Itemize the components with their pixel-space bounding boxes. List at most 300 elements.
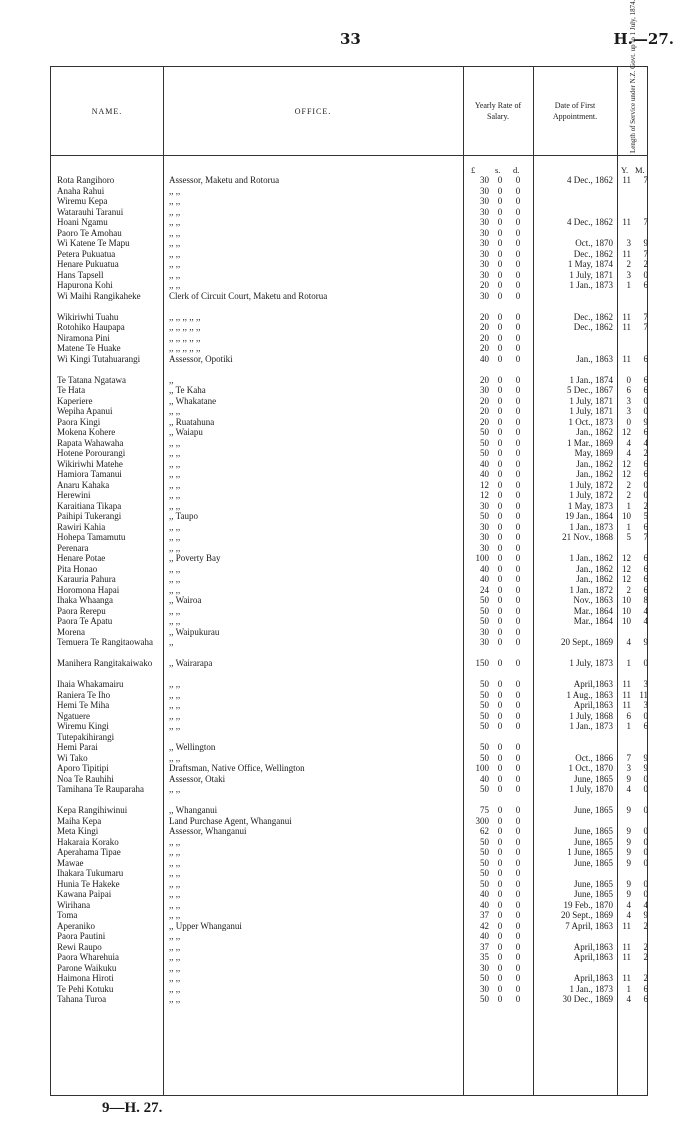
cell-pence: 0: [515, 868, 521, 878]
cell-office: ,, ,,: [169, 280, 181, 290]
cell-pounds: 40: [480, 469, 489, 479]
table-row: [51, 186, 649, 197]
cell-pounds: 30: [480, 290, 489, 301]
table-row: [51, 847, 649, 858]
cell-months: 6: [643, 427, 648, 437]
page-signature: 9—H. 27.: [102, 1100, 163, 1116]
cell-pounds: 50: [480, 511, 489, 521]
cell-office: ,, ,,: [169, 563, 181, 574]
cell-date: Jan., 1862: [576, 469, 613, 479]
cell-date: 1 May, 1874: [567, 259, 613, 269]
cell-office: ,, ,,: [169, 448, 181, 458]
cell-months: 3: [643, 679, 648, 689]
cell-name: Rawiri Kahia: [57, 521, 106, 532]
cell-years: 11: [622, 175, 631, 185]
cell-months: 0: [643, 805, 648, 815]
cell-shillings: 0: [497, 227, 503, 238]
cell-years: 11: [622, 952, 631, 962]
cell-shillings: 0: [497, 742, 503, 752]
cell-months: 6: [643, 353, 648, 364]
cell-pence: 0: [515, 700, 521, 710]
cell-pounds: 30: [480, 983, 489, 994]
cell-name: Karauria Pahura: [57, 574, 116, 584]
cell-pence: 0: [515, 742, 521, 752]
cell-date: 1 July, 1872: [569, 479, 613, 490]
table-row: [51, 784, 649, 805]
cell-years: 11: [622, 700, 631, 710]
cell-name: Mokena Kohere: [57, 427, 116, 437]
cell-pounds: 30: [480, 626, 489, 637]
cell-date: Jan., 1863: [576, 353, 613, 364]
table-row: [51, 501, 649, 512]
cell-shillings: 0: [497, 332, 503, 343]
cell-pounds: 12: [480, 490, 489, 500]
unit-pence: d.: [513, 165, 520, 175]
cell-pence: 0: [515, 553, 521, 563]
cell-pence: 0: [515, 458, 521, 469]
cell-pence: 0: [515, 322, 521, 332]
cell-name: Niramona Pini: [57, 332, 110, 343]
unit-pounds: £: [471, 165, 476, 175]
cell-months: 7: [643, 248, 648, 259]
cell-name: Raniera Te Iho: [57, 689, 111, 700]
cell-date: 1 July, 1873: [569, 658, 613, 668]
cell-name: Aperaniko: [57, 920, 95, 931]
cell-shillings: 0: [497, 899, 503, 910]
cell-years: 11: [622, 322, 631, 332]
cell-months: 8: [643, 595, 648, 605]
table-row: [51, 322, 649, 333]
table-row: [51, 469, 649, 480]
cell-shillings: 0: [497, 206, 503, 217]
cell-name: Aperahama Tipae: [57, 847, 121, 857]
cell-months: 6: [643, 574, 648, 584]
cell-date: Jan., 1862: [576, 458, 613, 469]
table-row: [51, 606, 649, 617]
cell-shillings: 0: [497, 889, 503, 899]
cell-date: 1 July, 1871: [569, 269, 613, 280]
column-header-rate: Yearly Rate of Salary.: [474, 101, 522, 121]
cell-office: ,, Upper Whanganui: [169, 920, 242, 931]
cell-name: Rapata Wahawaha: [57, 437, 124, 448]
cell-date: Oct., 1870: [575, 238, 613, 248]
cell-pounds: 40: [480, 931, 489, 941]
cell-name: Hamiora Tamanui: [57, 469, 122, 479]
cell-shillings: 0: [497, 952, 503, 962]
cell-shillings: 0: [497, 805, 503, 815]
cell-months: 0: [643, 889, 648, 899]
cell-office: ,, ,,: [169, 952, 181, 962]
cell-years: 4: [626, 448, 631, 458]
table-row: [51, 396, 649, 407]
cell-months: 0: [643, 395, 648, 406]
cell-office: ,, ,,: [169, 941, 181, 952]
cell-pence: 0: [515, 626, 521, 637]
cell-pounds: 40: [480, 353, 489, 364]
cell-years: 6: [626, 385, 631, 395]
cell-pounds: 30: [480, 385, 489, 395]
cell-months: 0: [643, 658, 648, 668]
cell-date: Dec., 1862: [573, 248, 613, 259]
table-row: [51, 207, 649, 218]
cell-pence: 0: [515, 721, 521, 731]
cell-months: 2: [643, 259, 648, 269]
cell-pounds: 20: [480, 406, 489, 416]
cell-pence: 0: [515, 248, 521, 259]
cell-date: 20 Sept., 1869: [560, 637, 613, 647]
cell-years: 2: [626, 259, 631, 269]
cell-date: 1 Jan., 1874: [569, 374, 613, 385]
cell-pence: 0: [515, 385, 521, 395]
cell-months: 7: [643, 322, 648, 332]
cell-months: 0: [643, 773, 648, 784]
cell-years: 11: [622, 311, 631, 322]
cell-months: 2: [643, 500, 648, 511]
cell-years: 10: [622, 595, 631, 605]
cell-pence: 0: [515, 227, 521, 238]
cell-date: June, 1865: [574, 836, 613, 847]
cell-pounds: 50: [480, 437, 489, 448]
cell-pounds: 30: [480, 532, 489, 542]
cell-office: ,, ,,: [169, 532, 181, 542]
table-row: [51, 249, 649, 260]
table-row: [51, 637, 649, 658]
cell-shillings: 0: [497, 290, 503, 301]
cell-name: Wi Maihi Rangikaheke: [57, 290, 141, 301]
cell-office: ,, ,,: [169, 542, 181, 553]
cell-shillings: 0: [497, 175, 503, 185]
cell-years: 11: [622, 920, 631, 931]
cell-years: 11: [622, 248, 631, 259]
cell-name: Ngatuere: [57, 710, 90, 721]
cell-pence: 0: [515, 763, 521, 773]
cell-years: 12: [622, 427, 631, 437]
table-row: [51, 816, 649, 827]
cell-pence: 0: [515, 889, 521, 899]
cell-name: Watarauhi Taranui: [57, 206, 124, 217]
cell-pounds: 150: [475, 658, 489, 668]
table-row: [51, 522, 649, 533]
cell-name: Hoani Ngamu: [57, 217, 108, 227]
cell-date: Jan., 1862: [576, 574, 613, 584]
cell-name: Maiha Kepa: [57, 815, 102, 826]
cell-date: 1 July, 1871: [569, 406, 613, 416]
cell-years: 5: [626, 532, 631, 542]
cell-name: Wiremu Kepa: [57, 196, 108, 206]
cell-shillings: 0: [497, 857, 503, 868]
cell-name: Petera Pukuatua: [57, 248, 116, 259]
cell-pounds: 20: [480, 332, 489, 343]
cell-shillings: 0: [497, 280, 503, 290]
cell-pence: 0: [515, 710, 521, 721]
cell-pence: 0: [515, 511, 521, 521]
cell-name: Ihaia Whakamairu: [57, 679, 124, 689]
cell-pence: 0: [515, 185, 521, 196]
cell-office: ,, ,,: [169, 752, 181, 763]
cell-shillings: 0: [497, 248, 503, 259]
cell-pence: 0: [515, 658, 521, 668]
cell-pence: 0: [515, 448, 521, 458]
table-row: [51, 900, 649, 911]
table-row: [51, 343, 649, 354]
table-row: [51, 354, 649, 375]
cell-shillings: 0: [497, 637, 503, 647]
cell-pence: 0: [515, 941, 521, 952]
cell-name: Hakaraia Korako: [57, 836, 119, 847]
cell-office: ,, Whanganui: [169, 805, 218, 815]
cell-pence: 0: [515, 878, 521, 889]
cell-pounds: 30: [480, 238, 489, 248]
cell-office: ,, ,,: [169, 248, 181, 259]
cell-date: June, 1865: [574, 857, 613, 868]
cell-pence: 0: [515, 920, 521, 931]
cell-pence: 0: [515, 847, 521, 857]
cell-years: 11: [622, 679, 631, 689]
table-row: [51, 585, 649, 596]
table-row: [51, 826, 649, 837]
cell-name: Wikiriwhi Tuahu: [57, 311, 119, 322]
cell-name: Hotene Porourangi: [57, 448, 126, 458]
cell-pounds: 20: [480, 416, 489, 427]
cell-pence: 0: [515, 490, 521, 500]
cell-pounds: 30: [480, 259, 489, 269]
cell-pounds: 50: [480, 721, 489, 731]
cell-office: Land Purchase Agent, Whanganui: [169, 815, 292, 826]
cell-name: Hohepa Tamamutu: [57, 532, 126, 542]
cell-date: April,1863: [573, 973, 613, 983]
cell-date: April,1863: [573, 700, 613, 710]
cell-pence: 0: [515, 784, 521, 794]
table-row: [51, 942, 649, 953]
cell-years: 3: [626, 395, 631, 406]
cell-pence: 0: [515, 542, 521, 553]
cell-pence: 0: [515, 427, 521, 437]
cell-date: April,1863: [573, 679, 613, 689]
cell-pounds: 24: [480, 584, 489, 595]
cell-office: ,, ,,: [169, 269, 181, 280]
cell-years: 9: [626, 847, 631, 857]
cell-pounds: 50: [480, 784, 489, 794]
table-row: [51, 238, 649, 249]
cell-years: 0: [626, 416, 631, 427]
cell-months: 6: [643, 385, 648, 395]
header-divider: [51, 155, 647, 156]
cell-name: Aporo Tipitipi: [57, 763, 109, 773]
cell-months: 9: [643, 637, 648, 647]
table-row: [51, 196, 649, 207]
cell-office: ,, ,, ,, ,, ,,: [169, 311, 201, 322]
cell-office: ,, ,,: [169, 584, 181, 595]
cell-pounds: 75: [480, 805, 489, 815]
cell-months: 0: [643, 826, 648, 836]
cell-shillings: 0: [497, 521, 503, 532]
cell-pounds: 30: [480, 196, 489, 206]
cell-years: 2: [626, 490, 631, 500]
cell-shillings: 0: [497, 500, 503, 511]
cell-office: ,, ,,: [169, 479, 181, 490]
cell-office: ,, ,,: [169, 574, 181, 584]
cell-pounds: 30: [480, 217, 489, 227]
cell-name: Te Hata: [57, 385, 86, 395]
cell-pounds: 30: [480, 500, 489, 511]
cell-name: Mawae: [57, 857, 84, 868]
cell-pounds: 35: [480, 952, 489, 962]
table-row: [51, 438, 649, 449]
cell-shillings: 0: [497, 511, 503, 521]
cell-office: ,, ,,: [169, 868, 181, 878]
cell-name: Toma: [57, 910, 78, 920]
cell-years: 11: [622, 217, 631, 227]
cell-date: 1 Jan., 1873: [569, 983, 613, 994]
cell-shillings: 0: [497, 931, 503, 941]
cell-name: Wepiha Apanui: [57, 406, 113, 416]
cell-office: ,, ,,: [169, 259, 181, 269]
cell-years: 1: [626, 721, 631, 731]
cell-name: Hemi Parai: [57, 742, 98, 752]
cell-date: 1 July, 1872: [569, 490, 613, 500]
table-row: [51, 574, 649, 585]
cell-pounds: 50: [480, 689, 489, 700]
cell-years: 6: [626, 710, 631, 721]
cell-office: ,, ,,: [169, 616, 181, 626]
table-row: [51, 952, 649, 963]
table-row: [51, 858, 649, 869]
cell-office: ,, ,,: [169, 227, 181, 238]
table-row: [51, 984, 649, 995]
cell-months: 9: [643, 238, 648, 248]
cell-name: Haimona Hiroti: [57, 973, 114, 983]
cell-pence: 0: [515, 532, 521, 542]
cell-months: 6: [643, 521, 648, 532]
cell-name: Kepa Rangihiwinui: [57, 805, 128, 815]
cell-months: 7: [643, 311, 648, 322]
cell-pounds: 30: [480, 269, 489, 280]
table-row: [51, 753, 649, 764]
table-row: [51, 805, 649, 816]
cell-shillings: 0: [497, 605, 503, 616]
cell-years: 10: [622, 605, 631, 616]
cell-pounds: 37: [480, 910, 489, 920]
table-row: [51, 658, 649, 679]
cell-months: 6: [643, 721, 648, 731]
cell-office: ,, Te Kaha: [169, 385, 206, 395]
cell-office: ,, ,,: [169, 490, 181, 500]
cell-office: ,, ,,: [169, 910, 181, 920]
cell-shillings: 0: [497, 322, 503, 332]
cell-name: Rotohiko Haupapa: [57, 322, 125, 332]
cell-office: ,, Poverty Bay: [169, 553, 221, 563]
cell-pence: 0: [515, 469, 521, 479]
cell-years: 4: [626, 899, 631, 910]
cell-date: 1 Oct., 1873: [568, 416, 613, 427]
cell-months: 0: [643, 847, 648, 857]
cell-office: ,, Ruatahuna: [169, 416, 215, 427]
table-row: [51, 333, 649, 344]
cell-shillings: 0: [497, 700, 503, 710]
cell-shillings: 0: [497, 626, 503, 637]
cell-months: 6: [643, 983, 648, 994]
cell-shillings: 0: [497, 721, 503, 731]
table-row: [51, 459, 649, 470]
cell-shillings: 0: [497, 710, 503, 721]
cell-date: Dec., 1862: [573, 311, 613, 322]
cell-pence: 0: [515, 689, 521, 700]
cell-shillings: 0: [497, 836, 503, 847]
page-number: 33: [340, 30, 361, 48]
table-row: [51, 763, 649, 774]
cell-name: Paora Pautini: [57, 931, 106, 941]
cell-years: 11: [622, 689, 631, 700]
cell-office: ,, ,,: [169, 185, 181, 196]
cell-months: 2: [643, 448, 648, 458]
cell-pounds: 50: [480, 742, 489, 752]
cell-months: 0: [643, 406, 648, 416]
cell-name: Morena: [57, 626, 85, 637]
cell-date: Oct., 1866: [575, 752, 613, 763]
cell-pence: 0: [515, 773, 521, 784]
cell-name: Te Pehi Kotuku: [57, 983, 114, 994]
cell-office: ,, ,,: [169, 899, 181, 910]
cell-years: 10: [622, 616, 631, 626]
table-row: [51, 448, 649, 459]
cell-name: Perenara: [57, 542, 89, 553]
table-row: [51, 406, 649, 417]
cell-years: 1: [626, 521, 631, 532]
cell-months: 6: [643, 469, 648, 479]
cell-pence: 0: [515, 836, 521, 847]
column-header-length-text: Length of Service under N.Z. Govt. up to 1 July, 1874.: [629, 0, 637, 153]
cell-months: 2: [643, 920, 648, 931]
table-row: [51, 312, 649, 323]
cell-name: Wikiriwhi Matehe: [57, 458, 123, 469]
cell-pence: 0: [515, 406, 521, 416]
cell-months: 7: [643, 175, 648, 185]
cell-years: 12: [622, 563, 631, 574]
cell-office: ,, ,,: [169, 994, 181, 1004]
table-row: [51, 616, 649, 627]
cell-name: Meta Kingi: [57, 826, 99, 836]
table-row: [51, 490, 649, 501]
cell-years: 4: [626, 784, 631, 794]
cell-months: 4: [643, 899, 648, 910]
cell-pounds: 50: [480, 752, 489, 763]
cell-office: ,, ,,: [169, 406, 181, 416]
cell-months: 6: [643, 458, 648, 469]
cell-pounds: 50: [480, 710, 489, 721]
cell-years: 11: [622, 973, 631, 983]
cell-pounds: 50: [480, 605, 489, 616]
cell-name: Paihipi Tukerangi: [57, 511, 122, 521]
cell-shillings: 0: [497, 385, 503, 395]
cell-pence: 0: [515, 605, 521, 616]
cell-pence: 0: [515, 815, 521, 826]
table-row: [51, 910, 649, 921]
cell-date: 1 June, 1865: [567, 847, 613, 857]
cell-pence: 0: [515, 994, 521, 1004]
cell-years: 4: [626, 910, 631, 920]
table-row: [51, 690, 649, 701]
cell-pence: 0: [515, 637, 521, 647]
cell-pounds: 30: [480, 185, 489, 196]
table-row: [51, 700, 649, 711]
cell-office: ,, ,,: [169, 458, 181, 469]
cell-pence: 0: [515, 805, 521, 815]
cell-months: 11: [639, 689, 648, 700]
table-row: [51, 291, 649, 312]
cell-shillings: 0: [497, 752, 503, 763]
cell-shillings: 0: [497, 185, 503, 196]
cell-name: Henare Potae: [57, 553, 106, 563]
